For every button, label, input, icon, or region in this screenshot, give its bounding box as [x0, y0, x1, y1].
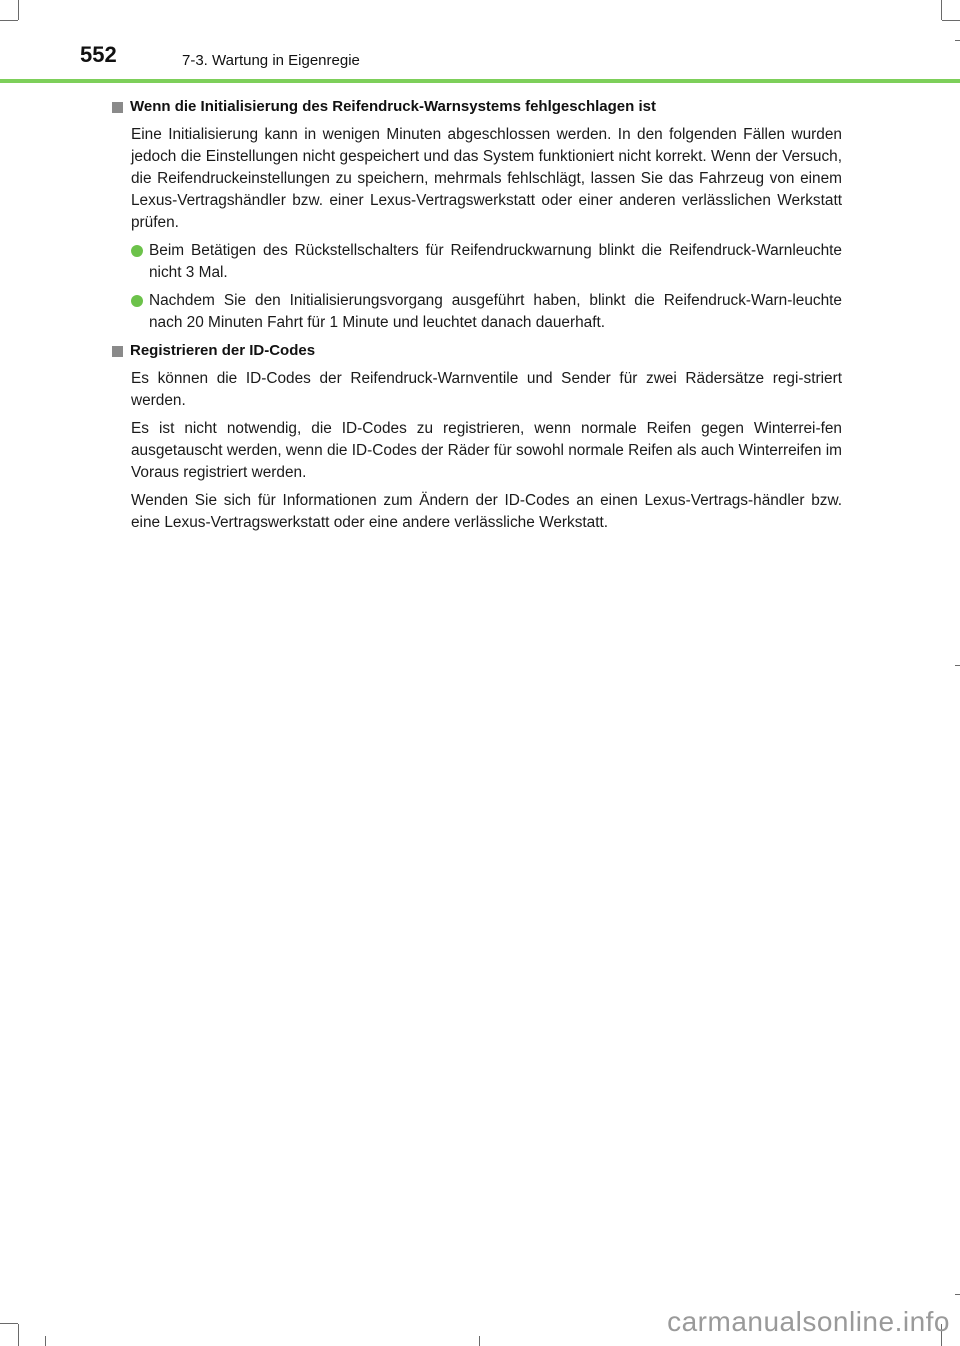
- paragraph: Wenden Sie sich für Informationen zum Ändern der ID-Codes an einen Lexus-Vertrags-händler bzw. eine Lexus-Vertragswerkstatt oder eine andere verlässliche Werkstatt.: [131, 492, 842, 531]
- section-heading-text: Registrieren der ID-Codes: [130, 342, 316, 359]
- page-content: [112, 96, 842, 540]
- section-heading: [112, 340, 842, 362]
- square-bullet-icon: [112, 346, 123, 357]
- page-number: 552: [80, 42, 117, 67]
- section-heading-text: Wenn die Initialisierung des Reifendruck-Warnsystems fehlgeschlagen ist: [130, 98, 656, 115]
- page-header: [0, 0, 960, 86]
- section-title: 7-3. Wartung in Eigenregie: [182, 52, 360, 69]
- list-item-text: Nachdem Sie den Initialisierungsvorgang ausgeführt haben, blinkt die Reifendruck-Warn-leuchte nach 20 Minuten Fahrt für 1 Minute und leuchtet danach dauerhaft.: [149, 292, 842, 331]
- crop-mark: [0, 1323, 18, 1324]
- circle-bullet-icon: [131, 295, 143, 307]
- list-item: [131, 290, 842, 334]
- list-item: [131, 240, 842, 284]
- section-heading: [112, 96, 842, 118]
- list-item-text: Beim Betätigen des Rückstellschalters für Reifendruckwarnung blinkt die Reifendruck-Warnleuchte nicht 3 Mal.: [149, 242, 842, 281]
- crop-mark: [955, 1294, 960, 1295]
- watermark: carmanualsonline.info: [667, 1306, 950, 1337]
- paragraph: Es können die ID-Codes der Reifendruck-Warnventile und Sender für zwei Rädersätze regi-striert werden.: [131, 370, 842, 409]
- section-initialization-failed: [112, 96, 842, 334]
- paragraph: Es ist nicht notwendig, die ID-Codes zu registrieren, wenn normale Reifen gegen Winterrei-fen ausgetauscht werden, wenn die ID-Codes der Räder für sowohl normale Reifen als auch Winterreifen im Voraus registriert werden.: [131, 420, 842, 481]
- paragraph: Eine Initialisierung kann in wenigen Minuten abgeschlossen werden. In den folgenden Fällen wurden jedoch die Einstellungen nicht gespeichert und das System funktioniert nicht korrekt. Wenn der Versuch, die Reifendruckeinstellungen zu speichern, mehrmals fehlschlägt, lassen Sie das Fahrzeug von einem Lexus-Vertragshändler bzw. einer Lexus-Vertragswerkstatt oder einer anderen verlässlichen Werkstatt prüfen.: [131, 126, 842, 231]
- circle-bullet-icon: [131, 245, 143, 257]
- crop-mark: [479, 1336, 480, 1346]
- square-bullet-icon: [112, 102, 123, 113]
- header-rule: [0, 79, 960, 83]
- crop-mark: [45, 1336, 46, 1346]
- section-register-id-codes: [112, 340, 842, 534]
- crop-mark: [18, 1324, 19, 1346]
- crop-mark: [955, 665, 960, 666]
